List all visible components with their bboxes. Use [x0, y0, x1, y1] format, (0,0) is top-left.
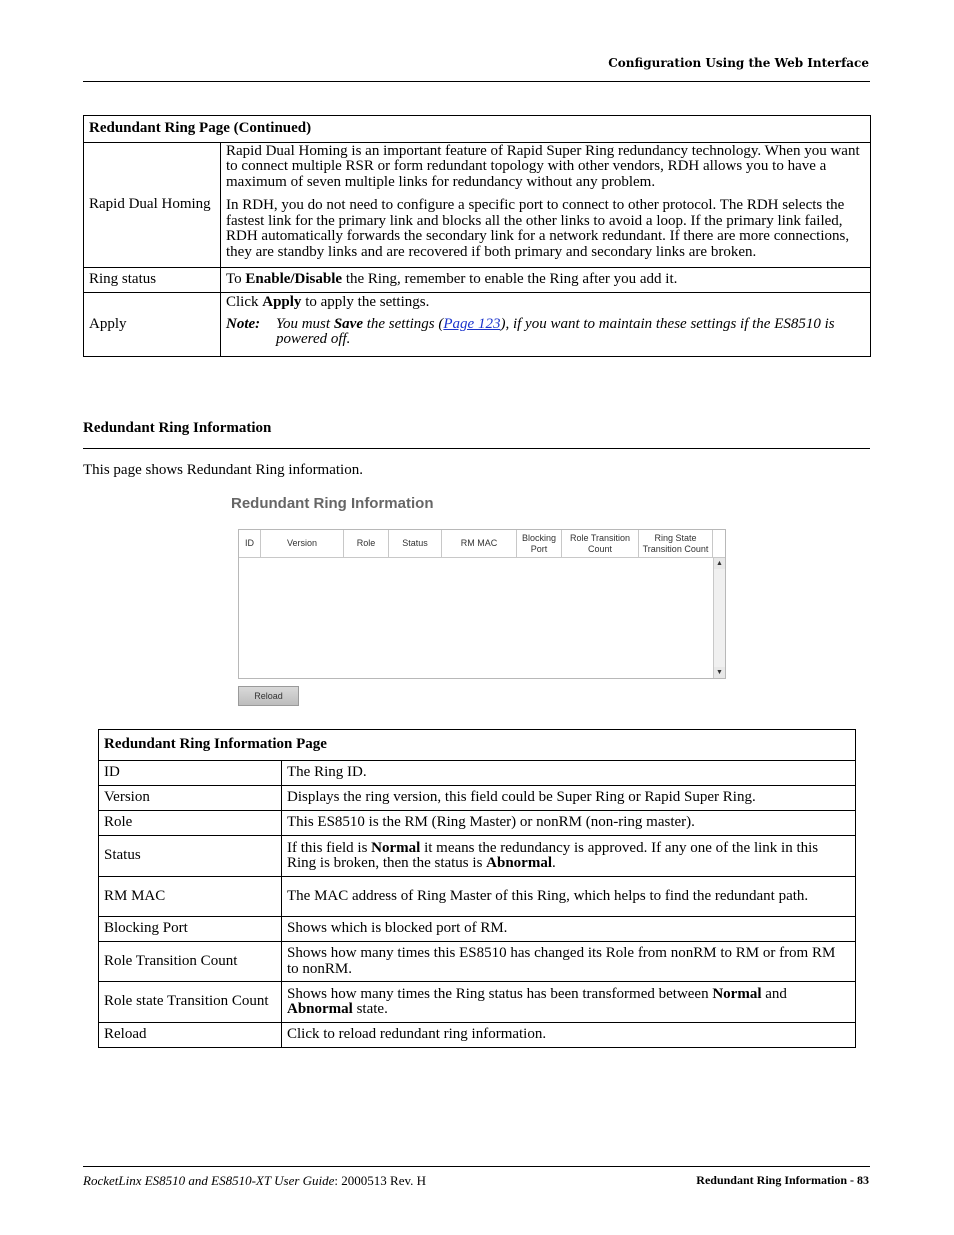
footer-rule: [83, 1166, 870, 1167]
apply-desc: Click Apply to apply the settings. Note: You must Save the settings (Page 123), if you want to maintain these settings if the ES8510 is powered off.: [221, 293, 871, 357]
table-row: [99, 1023, 856, 1048]
row-desc: Click to reload redundant ring information.: [282, 1023, 856, 1048]
row-label: RM MAC: [99, 877, 282, 917]
table-row: [84, 268, 871, 293]
table-row: [84, 293, 871, 357]
row-label: Reload: [99, 1023, 282, 1048]
column-header-status[interactable]: Status: [389, 530, 442, 557]
redundant-ring-page-table: [83, 115, 871, 357]
table-row: [99, 982, 856, 1023]
note-label: Note:: [226, 315, 261, 332]
column-header-blocking-port[interactable]: Blocking Port: [517, 530, 562, 557]
row-desc: Shows how many times the Ring status has been transformed between Normal and Abnormal state.: [282, 982, 856, 1023]
table-row: [99, 877, 856, 917]
row-label: Role: [99, 811, 282, 836]
reload-button[interactable]: Reload: [238, 686, 299, 706]
header-rule: [83, 81, 870, 82]
row-desc: The Ring ID.: [282, 761, 856, 786]
footer-page-number: Redundant Ring Information - 83: [696, 1173, 869, 1187]
row-label: Blocking Port: [99, 917, 282, 942]
redundant-ring-information-page-table: [98, 729, 856, 1048]
row-label: Version: [99, 786, 282, 811]
column-header-ring-state-transition-count[interactable]: Ring State Transition Count: [639, 530, 713, 557]
section-heading: Redundant Ring Information: [83, 420, 272, 436]
column-header-version[interactable]: Version: [261, 530, 344, 557]
row-label: Status: [99, 836, 282, 877]
row-label: Rapid Dual Homing: [84, 142, 221, 268]
rdh-paragraph-2: In RDH, you do not need to configure a specific port to connect to other protocol. The RDH selects the fastest link for the primary link and blocks all the other links to avoid a loop. If the primary link failed, RDH automatically forwards the secondary link for a network redundant. If there are more connections, they are standby links and are recovered if both primary and secondary links are broken.: [226, 197, 850, 260]
rdh-paragraph-1: Rapid Dual Homing is an important feature of Rapid Super Ring redundancy technology. When you want to connect multiple RSR or form redundant topology with other vendors, RDH allows you to have a maximum of seven multiple links for redundancy without any problem.: [226, 142, 860, 190]
scroll-up-icon[interactable]: ▲: [714, 558, 725, 569]
scroll-down-icon[interactable]: ▼: [714, 667, 725, 678]
row-label: Role state Transition Count: [99, 982, 282, 1023]
table-row: [99, 942, 856, 982]
row-desc: Displays the ring version, this field could be Super Ring or Rapid Super Ring.: [282, 786, 856, 811]
column-header-role[interactable]: Role: [344, 530, 389, 557]
column-header-id[interactable]: ID: [239, 530, 261, 557]
widget-title: Redundant Ring Information: [231, 495, 434, 512]
row-desc: If this field is Normal it means the redundancy is approved. If any one of the link in this Ring is broken, then the status is Abnormal.: [282, 836, 856, 877]
row-label: Ring status: [84, 268, 221, 293]
column-header-role-transition-count[interactable]: Role Transition Count: [562, 530, 639, 557]
row-desc: Shows which is blocked port of RM.: [282, 917, 856, 942]
table-row: [84, 142, 871, 268]
table-heading: Redundant Ring Page (Continued): [84, 116, 871, 143]
note: Note: You must Save the settings (Page 123), if you want to maintain these settings if the ES8510 is powered off.: [226, 315, 835, 347]
table-heading: Redundant Ring Information Page: [99, 730, 856, 761]
ring-info-table: [238, 529, 726, 679]
table-body: [239, 559, 713, 678]
table-row: [99, 836, 856, 877]
table-row: [99, 761, 856, 786]
row-desc: This ES8510 is the RM (Ring Master) or nonRM (non-ring master).: [282, 811, 856, 836]
table-row: [99, 811, 856, 836]
table-row: [99, 917, 856, 942]
table-header: [239, 530, 725, 558]
running-header: Configuration Using the Web Interface: [608, 56, 869, 70]
section-rule: [83, 448, 870, 449]
intro-text: This page shows Redundant Ring information.: [83, 462, 363, 478]
footer-document-title: RocketLinx ES8510 and ES8510-XT User Guide: 2000513 Rev. H: [83, 1173, 427, 1188]
ring-status-desc: To Enable/Disable the Ring, remember to enable the Ring after you add it.: [221, 268, 871, 293]
page-123-link[interactable]: Page 123: [443, 315, 501, 332]
row-desc: The MAC address of Ring Master of this Ring, which helps to find the redundant path.: [282, 877, 856, 917]
column-header-rm-mac[interactable]: RM MAC: [442, 530, 517, 557]
table-row: [99, 786, 856, 811]
row-label: Apply: [84, 293, 221, 357]
row-label: Role Transition Count: [99, 942, 282, 982]
row-desc: Shows how many times this ES8510 has changed its Role from nonRM to RM or from RM to nonRM.: [282, 942, 856, 982]
vertical-scrollbar[interactable]: [713, 558, 725, 678]
row-label: ID: [99, 761, 282, 786]
